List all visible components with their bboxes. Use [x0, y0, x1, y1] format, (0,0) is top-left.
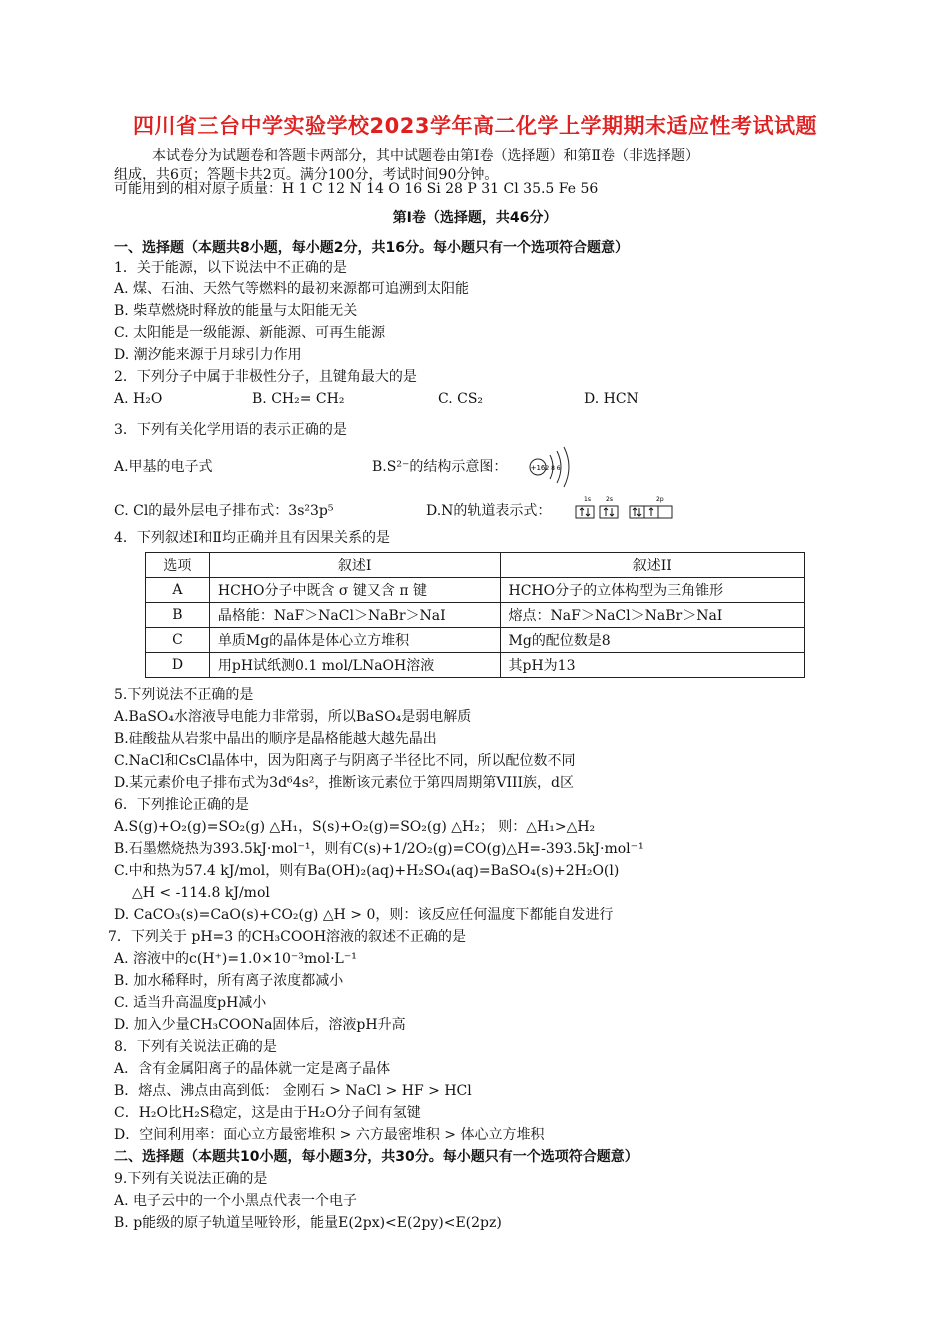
page-title: 四川省三台中学实验学校2023学年高二化学上学期期末适应性考试试题: [133, 114, 817, 138]
header-option: 选项: [146, 553, 210, 578]
q3-option-d: D.N的轨道表示式：: [426, 503, 552, 519]
row-c-statement-1: 单质Mg的晶体是体心立方堆积: [209, 628, 500, 653]
q2-option-d: D. HCN: [584, 391, 639, 407]
q6-option-c: C.中和热为57.4 kJ/mol，则有Ba(OH)₂(aq)+H₂SO₄(aq)=BaSO₄(s)+2H₂O(l): [114, 863, 620, 879]
orbital-2p-label: 2p: [656, 496, 664, 503]
q3-option-b: B.S²⁻的结构示意图：: [372, 459, 508, 475]
q7-option-a: A. 溶液中的c(H⁺)=1.0×10⁻³mol·L⁻¹: [114, 951, 357, 967]
orbital-1s-label: 1s: [584, 496, 591, 503]
shell-electrons-label: 2 8 6: [545, 465, 561, 472]
header-statement-2: 叙述II: [500, 553, 804, 578]
q3-option-c: C. Cl的最外层电子排布式：3s²3p⁵: [114, 503, 334, 519]
row-d-statement-2: 其pH为13: [500, 653, 804, 678]
q1-option-b: B. 柴草燃烧时释放的能量与太阳能无关: [114, 303, 358, 319]
q5-option-c: C.NaCl和CsCl晶体中，因为阳离子与阴离子半径比不同，所以配位数不同: [114, 753, 576, 769]
q6-option-c-continued: △H < -114.8 kJ/mol: [132, 885, 270, 901]
atomic-mass-line: 可能用到的相对原子质量：H 1 C 12 N 14 O 16 Si 28 P 31 Cl 35.5 Fe 56: [114, 181, 599, 197]
orbital-2s-label: 2s: [606, 496, 613, 503]
q2-stem: 2．下列分子中属于非极性分子，且键角最大的是: [114, 369, 417, 385]
q8-option-b: B．熔点、沸点由高到低： 金刚石 > NaCl > HF > HCl: [114, 1083, 472, 1099]
q5-option-b: B.硅酸盐从岩浆中晶出的顺序是晶格能越大越先晶出: [114, 731, 437, 747]
table-row: [146, 628, 805, 653]
q7-option-b: B. 加水稀释时，所有离子浓度都减小: [114, 973, 344, 989]
q8-stem: 8．下列有关说法正确的是: [114, 1039, 277, 1055]
intro-line-1: 本试卷分为试题卷和答题卡两部分，其中试题卷由第Ⅰ卷（选择题）和第Ⅱ卷（非选择题）: [152, 148, 700, 164]
q9-option-b: B. p能级的原子轨道呈哑铃形，能量E(2px)<E(2py)<E(2pz): [114, 1215, 502, 1231]
row-b-option: B: [146, 603, 210, 628]
row-d-option: D: [146, 653, 210, 678]
row-a-option: A: [146, 578, 210, 603]
section2-title: 二、选择题（本题共10小题，每小题3分，共30分。每小题只有一个选项符合题意）: [114, 1149, 639, 1165]
q9-stem: 9.下列有关说法正确的是: [114, 1171, 268, 1187]
row-c-option: C: [146, 628, 210, 653]
row-a-statement-2: HCHO分子的立体构型为三角锥形: [500, 578, 804, 603]
q6-stem: 6．下列推论正确的是: [114, 797, 249, 813]
table-header-row: [146, 553, 805, 578]
q7-option-d: D. 加入少量CH₃COONa固体后，溶液pH升高: [114, 1017, 406, 1033]
q2-option-c: C. CS₂: [438, 391, 484, 407]
q3-stem: 3．下列有关化学用语的表示正确的是: [114, 422, 347, 438]
part1-title: 第Ⅰ卷（选择题，共46分）: [392, 210, 558, 226]
q7-option-c: C. 适当升高温度pH减小: [114, 995, 267, 1011]
q2-option-a: A. H₂O: [114, 391, 163, 407]
table-row: [146, 578, 805, 603]
row-b-statement-2: 熔点：NaF＞NaCl＞NaBr＞NaI: [500, 603, 804, 628]
q6-option-d: D. CaCO₃(s)=CaO(s)+CO₂(g) △H > 0，则：该反应任何温度下都能自发进行: [114, 907, 614, 923]
nitrogen-orbital-diagram: [570, 494, 690, 522]
q1-option-d: D. 潮汐能来源于月球引力作用: [114, 347, 302, 363]
q8-option-d: D．空间利用率：面心立方最密堆积 > 六方最密堆积 > 体心立方堆积: [114, 1127, 545, 1143]
q4-stem: 4．下列叙述Ⅰ和Ⅱ均正确并且有因果关系的是: [114, 530, 390, 546]
q5-stem: 5.下列说法不正确的是: [114, 687, 254, 703]
table-row: [146, 603, 805, 628]
q4-table: [145, 552, 805, 678]
q9-option-a: A. 电子云中的一个小黑点代表一个电子: [114, 1193, 358, 1209]
q5-option-d: D.某元素价电子排布式为3d⁶4s²，推断该元素位于第四周期第VIII族，d区: [114, 775, 575, 791]
row-a-statement-1: HCHO分子中既含 σ 键又含 π 键: [209, 578, 500, 603]
intro-line-2: 组成，共6页；答题卡共2页。满分100分，考试时间90分钟。: [114, 167, 499, 183]
q8-option-a: A．含有金属阳离子的晶体就一定是离子晶体: [114, 1061, 391, 1077]
header-statement-1: 叙述Ⅰ: [209, 553, 500, 578]
q6-option-a: A.S(g)+O₂(g)=SO₂(g) △H₁，S(s)+O₂(g)=SO₂(g) △H₂； 则：△H₁>△H₂: [114, 819, 596, 835]
q6-option-b: B.石墨燃烧热为393.5kJ·mol⁻¹，则有C(s)+1/2O₂(g)=CO(g)△H=-393.5kJ·mol⁻¹: [114, 841, 644, 857]
sulfide-ion-structure-diagram: [526, 442, 576, 492]
q5-option-a: A.BaSO₄水溶液导电能力非常弱，所以BaSO₄是弱电解质: [114, 709, 472, 725]
q1-option-a: A. 煤、石油、天然气等燃料的最初来源都可追溯到太阳能: [114, 281, 470, 297]
table-row: [146, 653, 805, 678]
q2-option-b: B. CH₂= CH₂: [252, 391, 345, 407]
row-d-statement-1: 用pH试纸测0.1 mol/LNaOH溶液: [209, 653, 500, 678]
q3-option-a: A.甲基的电子式: [114, 459, 213, 475]
row-c-statement-2: Mg的配位数是8: [500, 628, 804, 653]
q7-stem: 7．下列关于 pH=3 的CH₃COOH溶液的叙述不正确的是: [108, 929, 467, 945]
q1-option-c: C. 太阳能是一级能源、新能源、可再生能源: [114, 325, 386, 341]
row-b-statement-1: 晶格能：NaF＞NaCl＞NaBr＞NaI: [209, 603, 500, 628]
nucleus-label: +16: [530, 464, 546, 472]
q8-option-c: C．H₂O比H₂S稳定，这是由于H₂O分子间有氢键: [114, 1105, 421, 1121]
q1-stem: 1．关于能源，以下说法中不正确的是: [114, 260, 347, 276]
section1-title: 一、选择题（本题共8小题，每小题2分，共16分。每小题只有一个选项符合题意）: [114, 240, 629, 256]
